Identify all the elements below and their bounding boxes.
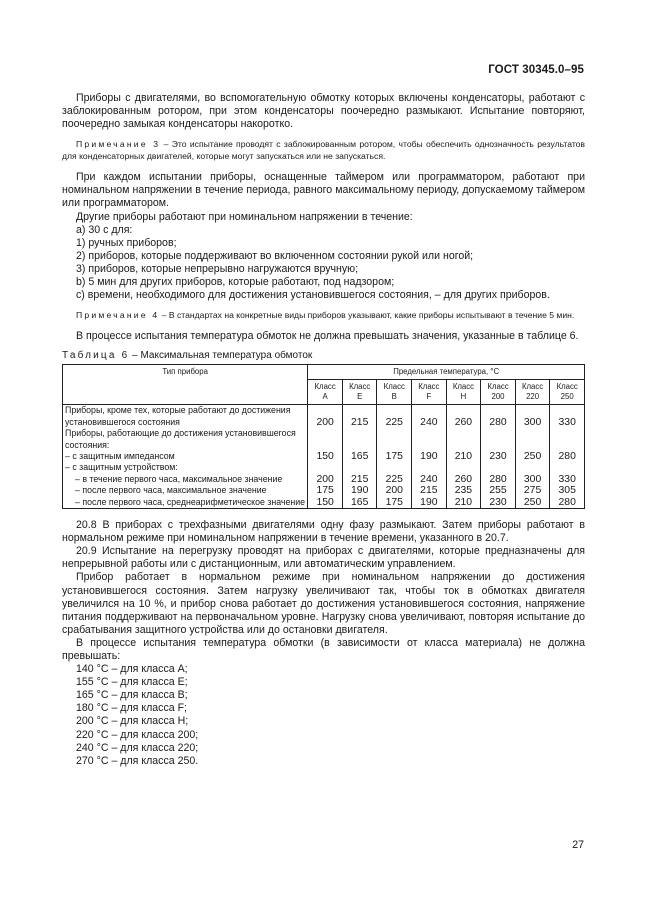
table-cell: 330 [550,405,585,428]
table-cell [515,462,550,473]
paragraph: При каждом испытании приборы, оснащенные таймером или программатором, работают при номинальном напряжении в течение периода, равного максимальному периоду, допускаемому таймером или программатором. [62,171,585,210]
table-cell: 300 [515,474,550,485]
table-cell: 165 [342,451,377,462]
paragraph: Прибор работает в нормальном режиме при номинальном напряжении до достижения установившегося состояния. Затем нагрузку увеличивают так, чтобы ток в обмотках двигателя увеличился на 10 %, и прибор снова работает до достижения установившегося состояния, напряжение питания поддерживают на первоначальном уровне. Нагрузку снова увеличивают, повторяя испытание до срабатывания защитного устройства или до остановки двигателя. [62,571,585,636]
table-cell: 280 [550,451,585,462]
table-cell: 215 [412,485,447,496]
table-cell [377,462,412,473]
list-item: 1) ручных приборов; [76,236,177,249]
class-word: Класс [383,382,405,392]
table-caption-text: – Максимальная температура обмоток [129,350,313,362]
row-label: – после первого часа, максимальное значение [63,485,308,496]
duration-list [62,224,585,303]
note-4 [62,309,585,321]
table-cell: 260 [446,405,481,428]
temperature-table [62,364,585,509]
table-cell: 305 [550,485,585,496]
class-value: F [426,392,432,402]
class-word: Класс [521,382,544,392]
paragraph: 20.9 Испытание на перегрузку проводят на приборах с двигателями, которые предназначены для непрерывной работы или с дистанционным, или автоматическим управлением. [62,545,585,571]
table-cell: 190 [412,497,447,509]
table-cell: 330 [550,474,585,485]
table-cell: 175 [308,485,343,496]
table-cell [412,428,447,451]
table-cell [342,428,377,451]
class-word: Класс [314,382,336,392]
list-item: b) 5 мин для других приборов, которые работают, под надзором; [76,276,395,289]
table-cell: 230 [481,497,516,509]
list-item: 155 °С – для класса Е; [76,676,188,689]
page-number: 27 [572,839,584,851]
note-3 [62,138,585,162]
class-header [446,380,481,405]
row-label: – в течение первого часа, максимальное значение [63,474,308,485]
table-cell [377,428,412,451]
table-cell: 210 [446,451,481,462]
paragraph: Приборы с двигателями, во вспомогательную обмотку которых включены конденсаторы, работают с заблокированным ротором, при этом конденсаторы поочередно размыкают. Испытание повторяют, поочередно замыкая конденсаторы накоротко. [62,92,585,131]
table-cell: 235 [446,485,481,496]
table-cell: 230 [481,451,516,462]
note-label: Примечание 3 [76,139,161,150]
column-header-type: Тип прибора [63,365,308,405]
table-cell: 200 [308,405,343,428]
list-item: 180 °С – для класса F; [76,702,187,715]
list-item: а) 30 с для: [76,223,133,236]
row-label: – с защитным устройством: [63,462,308,473]
table-row [63,474,585,485]
table-cell: 240 [412,405,447,428]
class-value: 250 [560,392,574,402]
list-item: 240 °С – для класса 220; [76,741,199,754]
table-cell [308,462,343,473]
table-cell: 225 [377,474,412,485]
table-cell: 280 [481,405,516,428]
note-text: – В стандартах на конкретные виды приборов указывают, какие приборы испытывают в течение 5 мин. [159,310,575,321]
row-label: – с защитным импедансом [63,451,308,462]
table-cell: 190 [342,485,377,496]
row-label: Приборы, кроме тех, которые работают до достижения установившегося состояния [63,405,308,428]
table-cell: 300 [515,405,550,428]
list-item: 270 °С – для класса 250. [76,754,199,767]
table-cell: 280 [481,474,516,485]
class-value: В [391,392,397,402]
table-cell [550,428,585,451]
temperature-limits-list [62,663,585,768]
list-item: 140 °С – для класса А; [76,663,188,676]
row-label: – после первого часа, среднеарифметическое значение [63,497,308,509]
row-label: Приборы, работающие до достижения установившегося состояния: [63,428,308,451]
table-cell: 225 [377,405,412,428]
paragraph: В процессе испытания температура обмоток не должна превышать значения, указанные в таблице 6. [76,330,579,343]
class-header [377,380,412,405]
table-row [63,497,585,509]
list-item: 200 °С – для класса Н; [76,715,189,728]
note-label: Примечание 4 [76,310,160,321]
table-cell: 215 [342,474,377,485]
table-cell: 200 [308,474,343,485]
class-value: А [322,392,328,402]
class-word: Класс [556,382,578,392]
table-row [63,451,585,462]
class-value: 200 [491,392,505,402]
class-value: Е [357,392,363,402]
table-row [63,462,585,473]
table-cell: 240 [412,474,447,485]
table-cell [481,462,516,473]
table-body [63,405,585,509]
table-cell: 210 [446,497,481,509]
column-header-limit: Предельная температура, °С [308,365,585,380]
class-word: Класс [487,382,509,392]
class-header [515,380,550,405]
class-header [412,380,447,405]
document-code: ГОСТ 30345.0–95 [488,64,584,76]
table-cell [342,462,377,473]
table-cell [481,428,516,451]
table-cell: 250 [515,497,550,509]
table-row [63,428,585,451]
paragraph: В процессе испытания температура обмотки (в зависимости от класса материала) не должна превышать: [62,636,585,662]
table-cell [550,462,585,473]
table-caption-label: Таблица 6 [62,350,130,362]
list-item: 165 °С – для класса В; [76,689,188,702]
page-body [62,92,585,768]
class-word: Класс [452,382,475,392]
class-header [308,380,343,405]
table-cell: 150 [308,497,343,509]
class-word: Класс [349,382,371,392]
note-text: – Это испытание проводят с заблокированным ротором, чтобы обеспечить однозначность результатов для конденсаторных двигателей, которые могут запускаться или не запускаться. [62,139,586,162]
class-header [550,380,585,405]
list-item: 3) приборов, которые непрерывно нагружаются вручную; [76,262,359,275]
table-cell: 215 [342,405,377,428]
table-cell: 275 [515,485,550,496]
list-item: с) времени, необходимого для достижения установившегося состояния, – для других приборов. [76,289,550,302]
class-value: 220 [526,392,540,402]
table-cell [412,462,447,473]
class-word: Класс [418,382,440,392]
table-cell: 190 [412,451,447,462]
table-cell: 200 [377,485,412,496]
table-cell: 250 [515,451,550,462]
table-row [63,405,585,428]
class-value: Н [460,392,467,402]
table-cell: 150 [308,451,343,462]
table-cell [446,428,481,451]
table-cell [446,462,481,473]
table-cell: 260 [446,474,481,485]
table-cell: 280 [550,497,585,509]
table-cell: 175 [377,451,412,462]
table-cell [308,428,343,451]
table-row [63,485,585,496]
paragraph: 20.8 В приборах с трехфазными двигателями одну фазу размыкают. Затем приборы работают в нормальном режиме при номинальном напряжении в течение времени, указанного в 20.7. [62,519,585,545]
class-header [481,380,516,405]
list-item: 2) приборов, которые поддерживают во включенном состоянии рукой или ногой; [76,249,474,262]
table-caption [62,349,585,362]
table-cell: 165 [342,497,377,509]
class-header [342,380,377,405]
list-item: 220 °С – для класса 200; [76,728,199,741]
table-cell: 175 [377,497,412,509]
paragraph: Другие приборы работают при номинальном напряжении в течение: [76,210,413,223]
table-cell [515,428,550,451]
table-cell: 255 [481,485,516,496]
